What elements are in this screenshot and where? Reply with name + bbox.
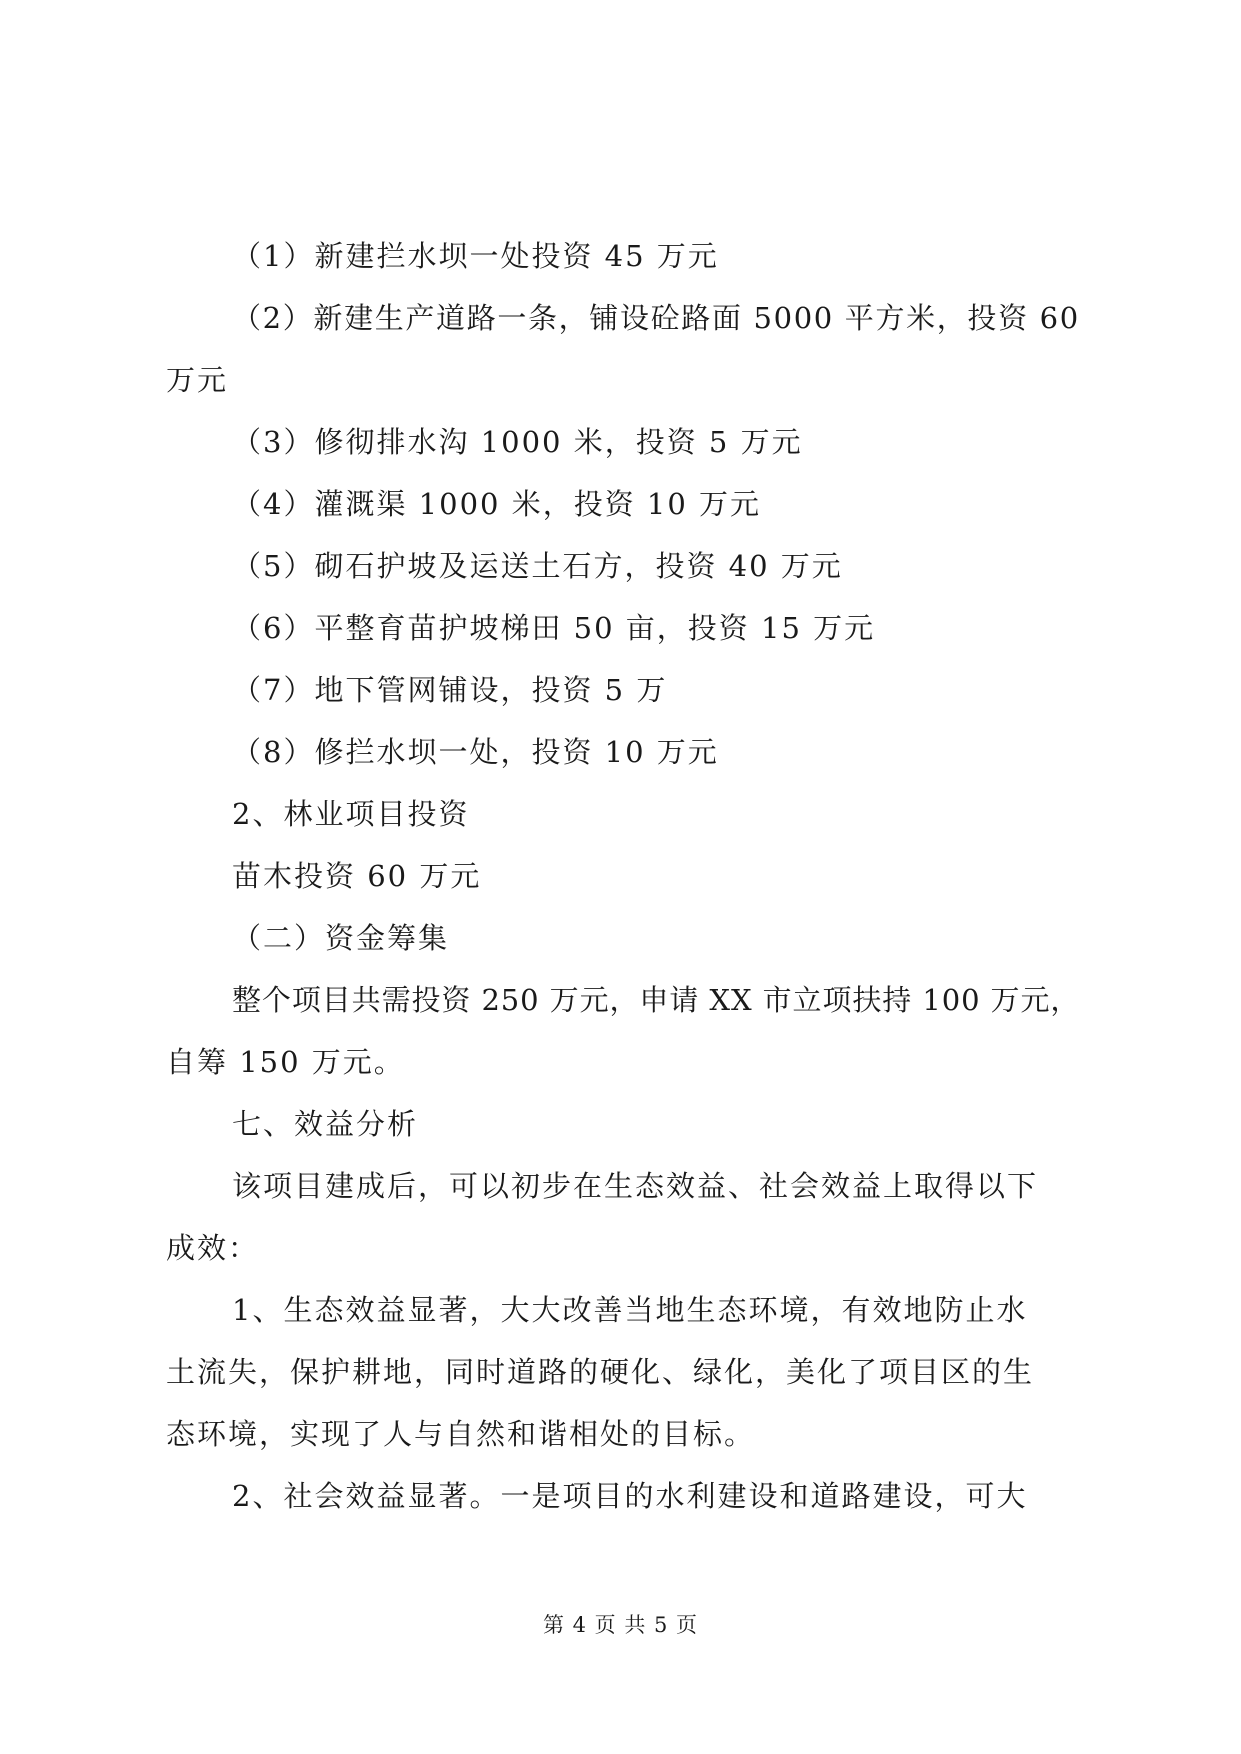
- text-line: （2）新建生产道路一条，铺设砼路面 5000 平方米，投资 60: [232, 301, 1080, 335]
- text-line: 土流失，保护耕地，同时道路的硬化、绿化，美化了项目区的生: [166, 1355, 1035, 1389]
- page-number-footer: 第 4 页 共 5 页: [542, 1613, 699, 1637]
- text-line: 苗木投资 60 万元: [232, 859, 482, 893]
- text-line: （6）平整育苗护坡梯田 50 亩，投资 15 万元: [232, 611, 876, 645]
- text-line: （3）修彻排水沟 1000 米，投资 5 万元: [232, 425, 803, 459]
- text-line: （8）修拦水坝一处，投资 10 万元: [232, 735, 719, 769]
- text-line: 自筹 150 万元。: [166, 1045, 405, 1079]
- text-line: 1、生态效益显著，大大改善当地生态环境，有效地防止水: [232, 1293, 1028, 1327]
- text-line: （7）地下管网铺设，投资 5 万: [232, 673, 668, 707]
- text-line: （5）砌石护坡及运送土石方，投资 40 万元: [232, 549, 843, 583]
- section-heading: （二）资金筹集: [232, 921, 450, 955]
- section-heading: 2、林业项目投资: [232, 797, 470, 831]
- text-line: （1）新建拦水坝一处投资 45 万元: [232, 239, 719, 273]
- text-line: 2、社会效益显著。一是项目的水利建设和道路建设，可大: [232, 1479, 1028, 1513]
- text-line: 成效：: [166, 1231, 260, 1265]
- section-heading: 七、效益分析: [232, 1107, 419, 1141]
- text-line: 态环境，实现了人与自然和谐相处的目标。: [166, 1417, 756, 1451]
- text-line: 万元: [166, 363, 229, 397]
- text-line: 该项目建成后，可以初步在生态效益、社会效益上取得以下: [232, 1169, 1039, 1203]
- text-line: （4）灌溉渠 1000 米，投资 10 万元: [232, 487, 762, 521]
- text-line: 整个项目共需投资 250 万元，申请 XX 市立项扶持 100 万元，: [232, 983, 1081, 1017]
